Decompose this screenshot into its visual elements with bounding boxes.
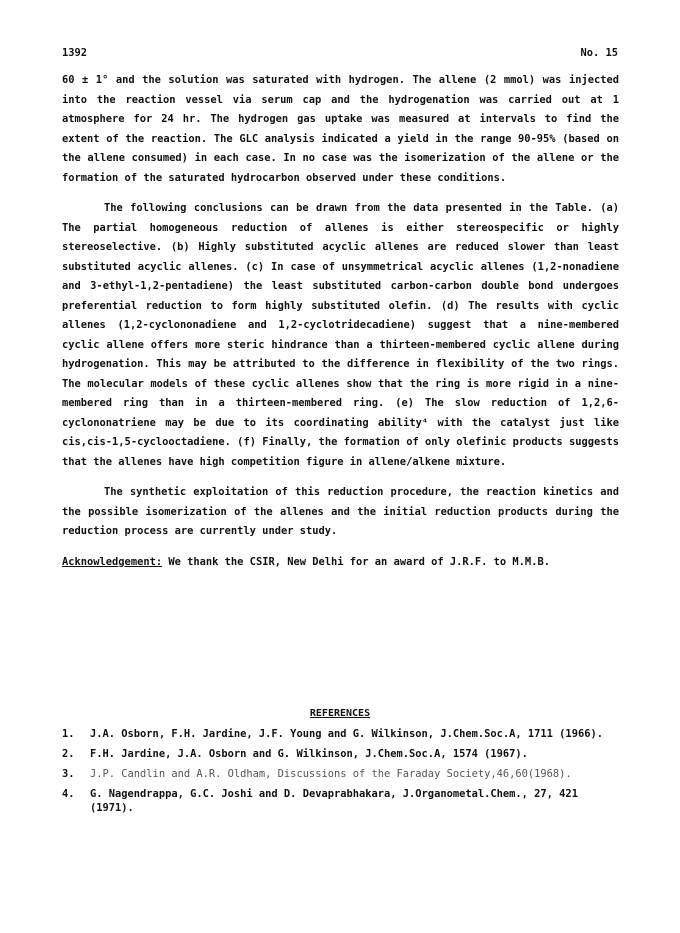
reference-number: 4. (62, 788, 75, 800)
reference-item (62, 727, 622, 741)
reference-text: J.P. Candlin and A.R. Oldham, Discussions of the Faraday Society,46,60(1968). (90, 768, 572, 780)
reference-item (62, 747, 622, 761)
paragraph-experimental: 60 ± 1° and the solution was saturated with hydrogen. The allene (2 mmol) was injected into the reaction vessel via serum cap and the hydrogenation was carried out at 1 atmosphere for 24 hr. The hydrogen gas uptake was measured at intervals to find the extent of the reaction. The GLC analysis indicated a yield in the range 90-95% (based on the allene consumed) in each case. In no case was the isomerization of the allene or the formation of the saturated hydrocarbon observed under these conditions. (62, 74, 619, 184)
reference-text: G. Nagendrappa, G.C. Joshi and D. Devaprabhakara, J.Organometal.Chem., 27, 421 (1971). (90, 788, 578, 814)
acknowledgement-text: We thank the CSIR, New Delhi for an award of J.R.F. to M.M.B. (168, 555, 550, 568)
page-number: 1392 (62, 47, 88, 59)
issue-number: No. 15 (580, 47, 618, 59)
page-header (62, 44, 618, 60)
references-heading: REFERENCES (309, 708, 371, 719)
body-text (62, 71, 619, 583)
reference-item (62, 787, 622, 815)
acknowledgement-label: Acknowledgement: (62, 555, 163, 568)
acknowledgement (62, 553, 619, 573)
reference-text: J.A. Osborn, F.H. Jardine, J.F. Young and G. Wilkinson, J.Chem.Soc.A, 1711 (1966). (90, 728, 603, 740)
reference-item (62, 767, 622, 781)
reference-number: 3. (62, 768, 75, 780)
reference-number: 1. (62, 728, 75, 740)
paragraph-conclusions: The following conclusions can be drawn from the data presented in the Table. (a) The partial homogeneous reduction of allenes is either stereospecific or highly stereoselective. (b) Highly substituted acyclic allenes are reduced slower than least substituted acyclic allenes. (c) In case of unsymmetrical acyclic allenes (1,2-nonadiene and 3-ethyl-1,2-pentadiene) the least substituted carbon-carbon double bond undergoes preferential reduction to form highly substituted olefin. (d) The results with cyclic allenes (1,2-cyclononadiene and 1,2-cyclotridecadiene) suggest that a nine-membered cyclic allene offers more steric hindrance than a thirteen-membered cyclic allene during hydrogenation. This may be attributed to the difference in flexibility of the two rings. The molecular models of these cyclic allenes show that the ring is more rigid in a nine-membered ring than in a thirteen-membered ring. (e) The slow reduction of 1,2,6-cyclononatriene may be due to its coordinating ability⁴ with the catalyst just like cis,cis-1,5-cyclooctadiene. (f) Finally, the formation of only olefinic products suggests that the allenes have high competition figure in allene/alkene mixture. (62, 202, 619, 468)
references-list (62, 727, 622, 821)
paragraph-future-work: The synthetic exploitation of this reduction procedure, the reaction kinetics and the possible isomerization of the allenes and the initial reduction products during the reduction process are currently under study. (62, 486, 619, 537)
reference-number: 2. (62, 748, 75, 760)
reference-text: F.H. Jardine, J.A. Osborn and G. Wilkinson, J.Chem.Soc.A, 1574 (1967). (90, 748, 528, 760)
